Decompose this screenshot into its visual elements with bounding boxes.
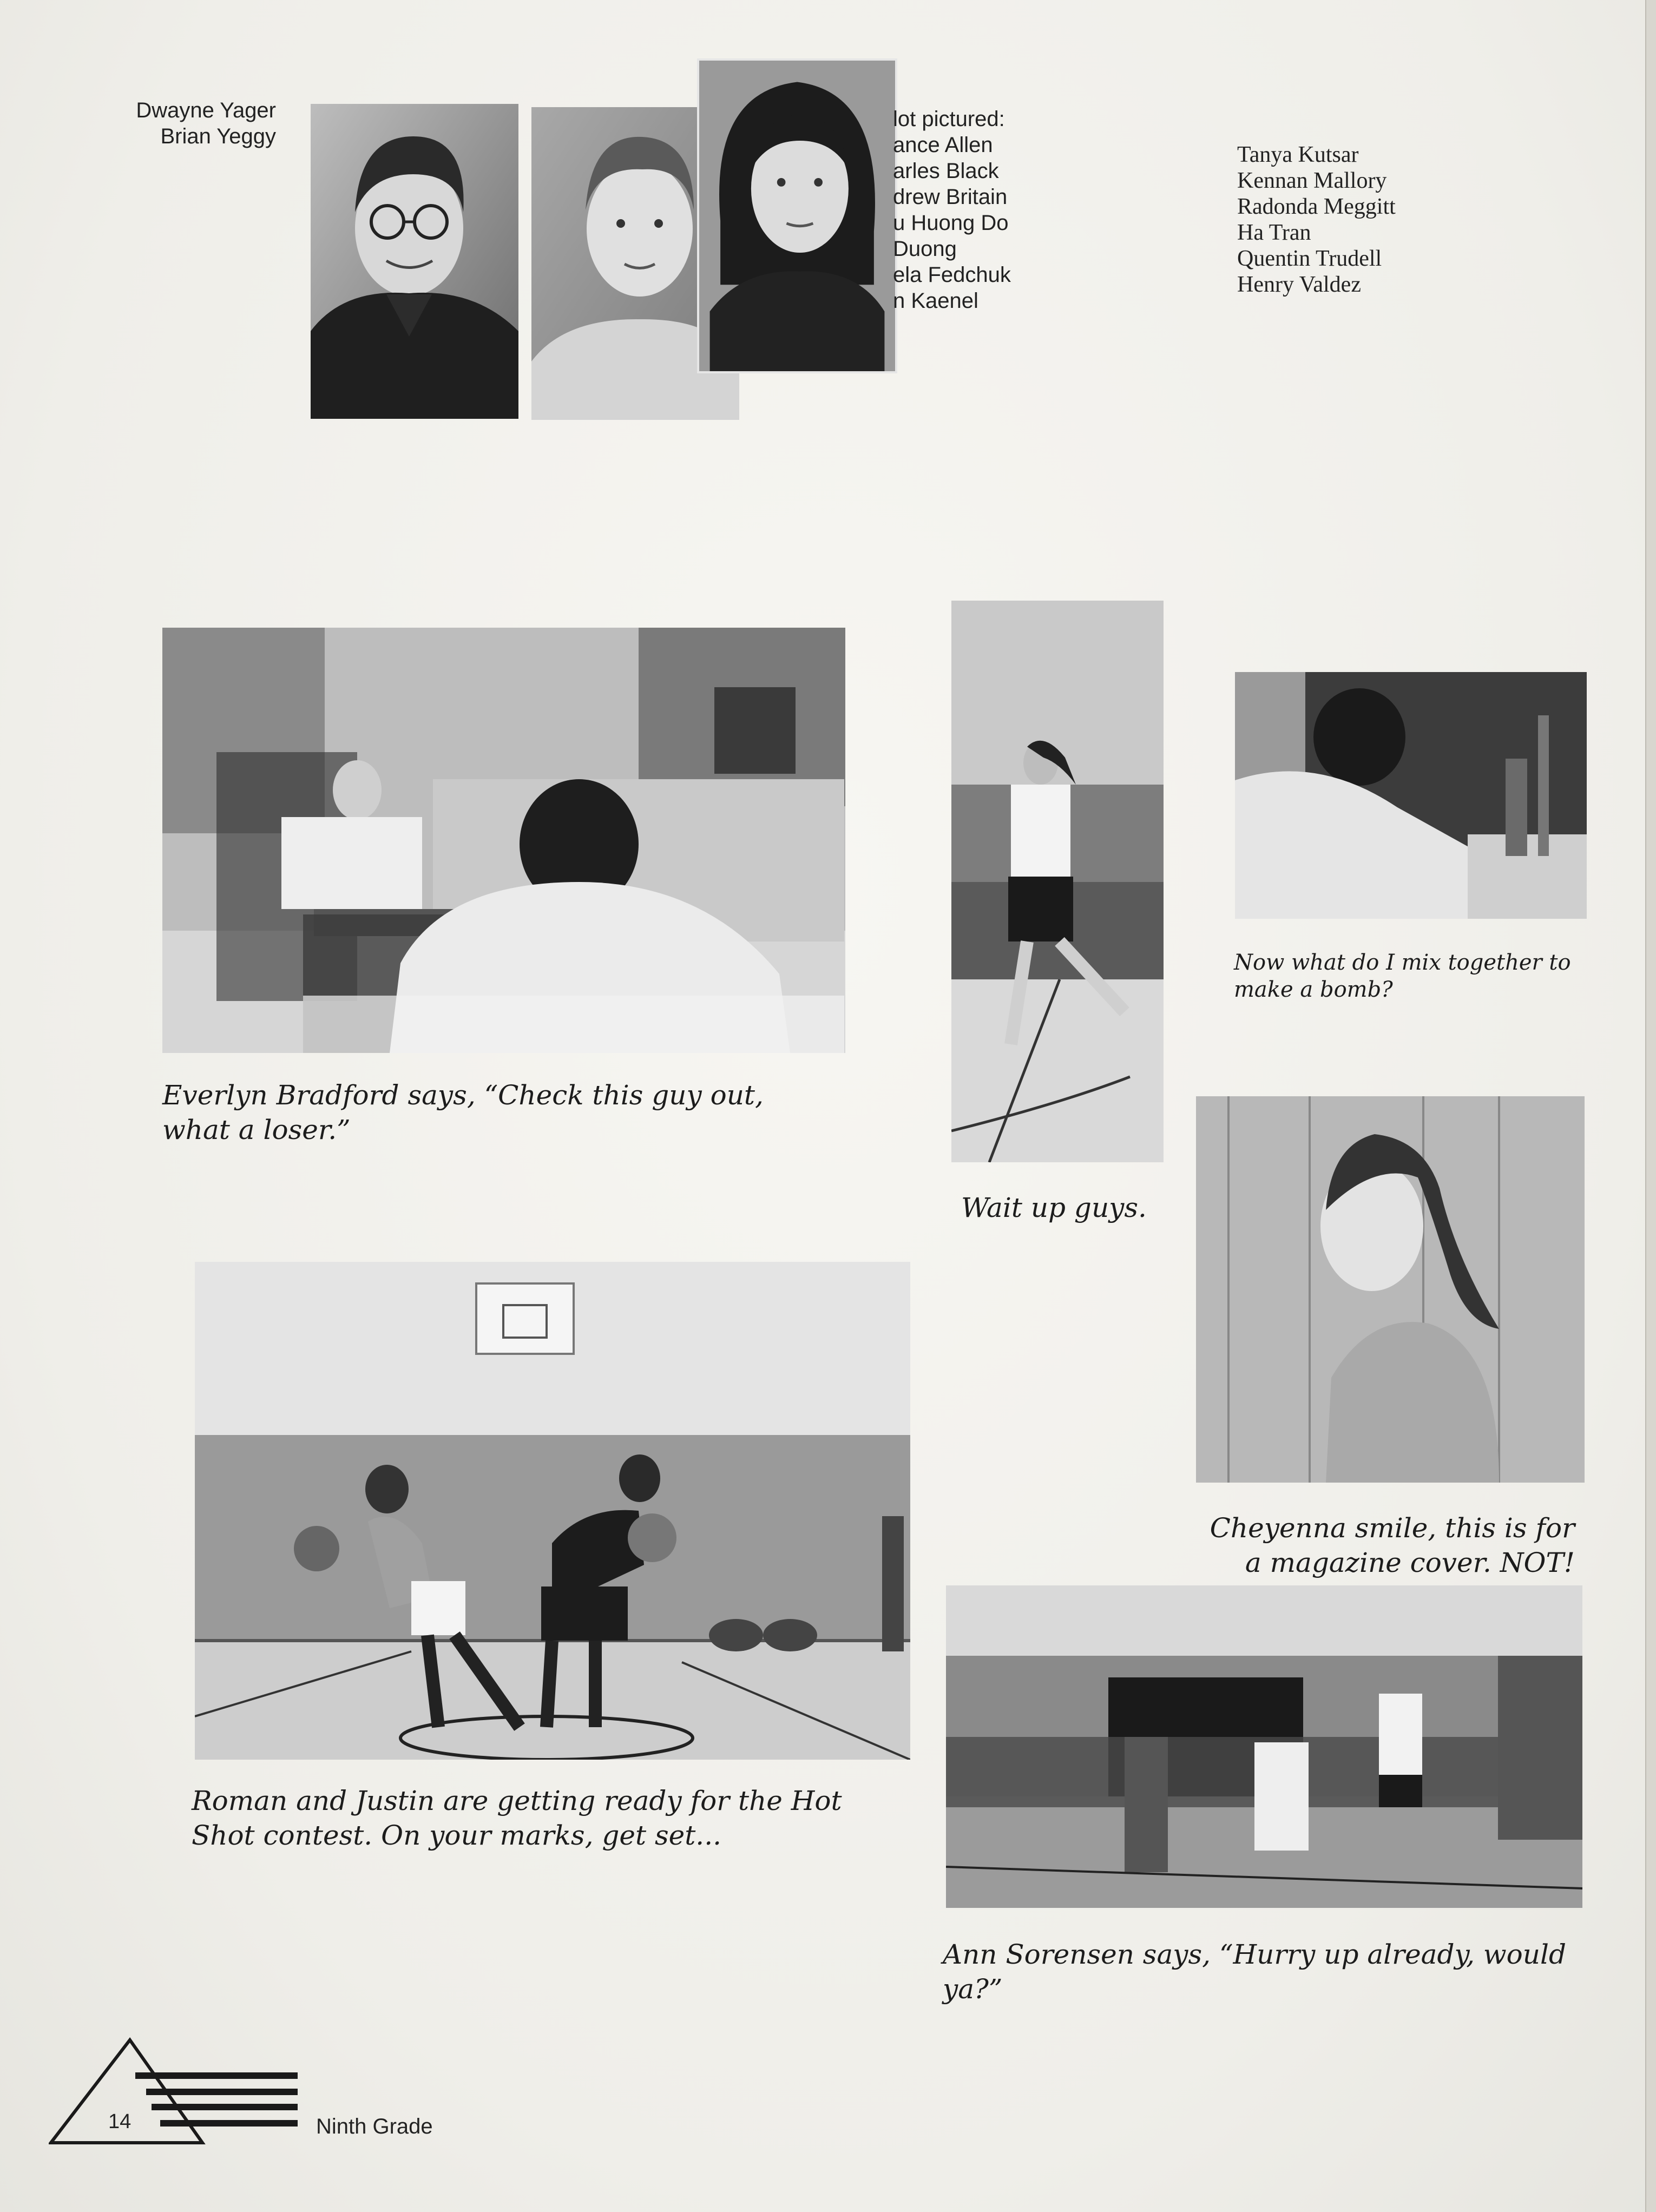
- classroom-caption: [162, 1078, 866, 1147]
- not-pictured-name: n Kaenel: [893, 289, 978, 313]
- lab-photo: [1235, 672, 1587, 919]
- not-pictured-name: Duong: [893, 237, 957, 261]
- caption-line: Shot contest. On your marks, get set...: [192, 1820, 721, 1851]
- hot-shot-caption: [192, 1783, 938, 1853]
- portrait-name: Dwayne Yager: [136, 98, 276, 122]
- running-caption: Wait up guys.: [961, 1192, 1147, 1223]
- lockers-caption: [1082, 1511, 1575, 1580]
- caption-line: make a bomb?: [1234, 977, 1393, 1002]
- section-label: Ninth Grade: [316, 2115, 433, 2138]
- page-number: 14: [108, 2110, 132, 2133]
- student-name: Kennan Mallory: [1237, 168, 1387, 193]
- classroom-photo: [162, 628, 845, 1053]
- caption-line: ya?”: [943, 1973, 1003, 2005]
- portrait-name: Brian Yeggy: [160, 124, 276, 148]
- caption-line: a magazine cover. NOT!: [1245, 1547, 1575, 1578]
- footer-logo: [49, 2035, 308, 2148]
- caption-line: Cheyenna smile, this is for: [1210, 1512, 1575, 1544]
- caption-line: Now what do I mix together to: [1234, 950, 1571, 975]
- additional-names-list: [1237, 142, 1464, 298]
- caption-line: Roman and Justin are getting ready for the Hot: [192, 1785, 842, 1816]
- not-pictured-heading: lot pictured:: [893, 107, 1005, 131]
- not-pictured-name: arles Black: [893, 159, 999, 183]
- hot-shot-photo: [195, 1262, 910, 1760]
- student-name: Henry Valdez: [1237, 272, 1361, 297]
- not-pictured-list: [893, 106, 1109, 314]
- caption-line: Everlyn Bradford says, “Check this guy out,: [162, 1079, 764, 1111]
- gym-game-caption: [943, 1937, 1614, 2006]
- page-edge: [1645, 0, 1656, 2212]
- running-player-photo: [951, 601, 1164, 1162]
- not-pictured-name: ela Fedchuk: [893, 263, 1011, 287]
- not-pictured-name: u Huong Do: [893, 211, 1009, 235]
- not-pictured-name: ance Allen: [893, 133, 993, 157]
- caption-line: Ann Sorensen says, “Hurry up already, would: [943, 1939, 1566, 1970]
- portrait-photo-1: [311, 104, 518, 419]
- student-name: Tanya Kutsar: [1237, 142, 1359, 167]
- not-pictured-name: drew Britain: [893, 185, 1008, 209]
- lockers-photo: [1196, 1096, 1585, 1483]
- student-name: Quentin Trudell: [1237, 246, 1382, 271]
- caption-line: what a loser.”: [162, 1114, 351, 1146]
- gym-game-photo: [946, 1585, 1582, 1908]
- lab-caption: [1234, 949, 1624, 1003]
- student-name: Radonda Meggitt: [1237, 194, 1396, 219]
- portrait-names-left: [97, 97, 276, 149]
- portrait-photo-3: [697, 58, 897, 373]
- student-name: Ha Tran: [1237, 220, 1311, 245]
